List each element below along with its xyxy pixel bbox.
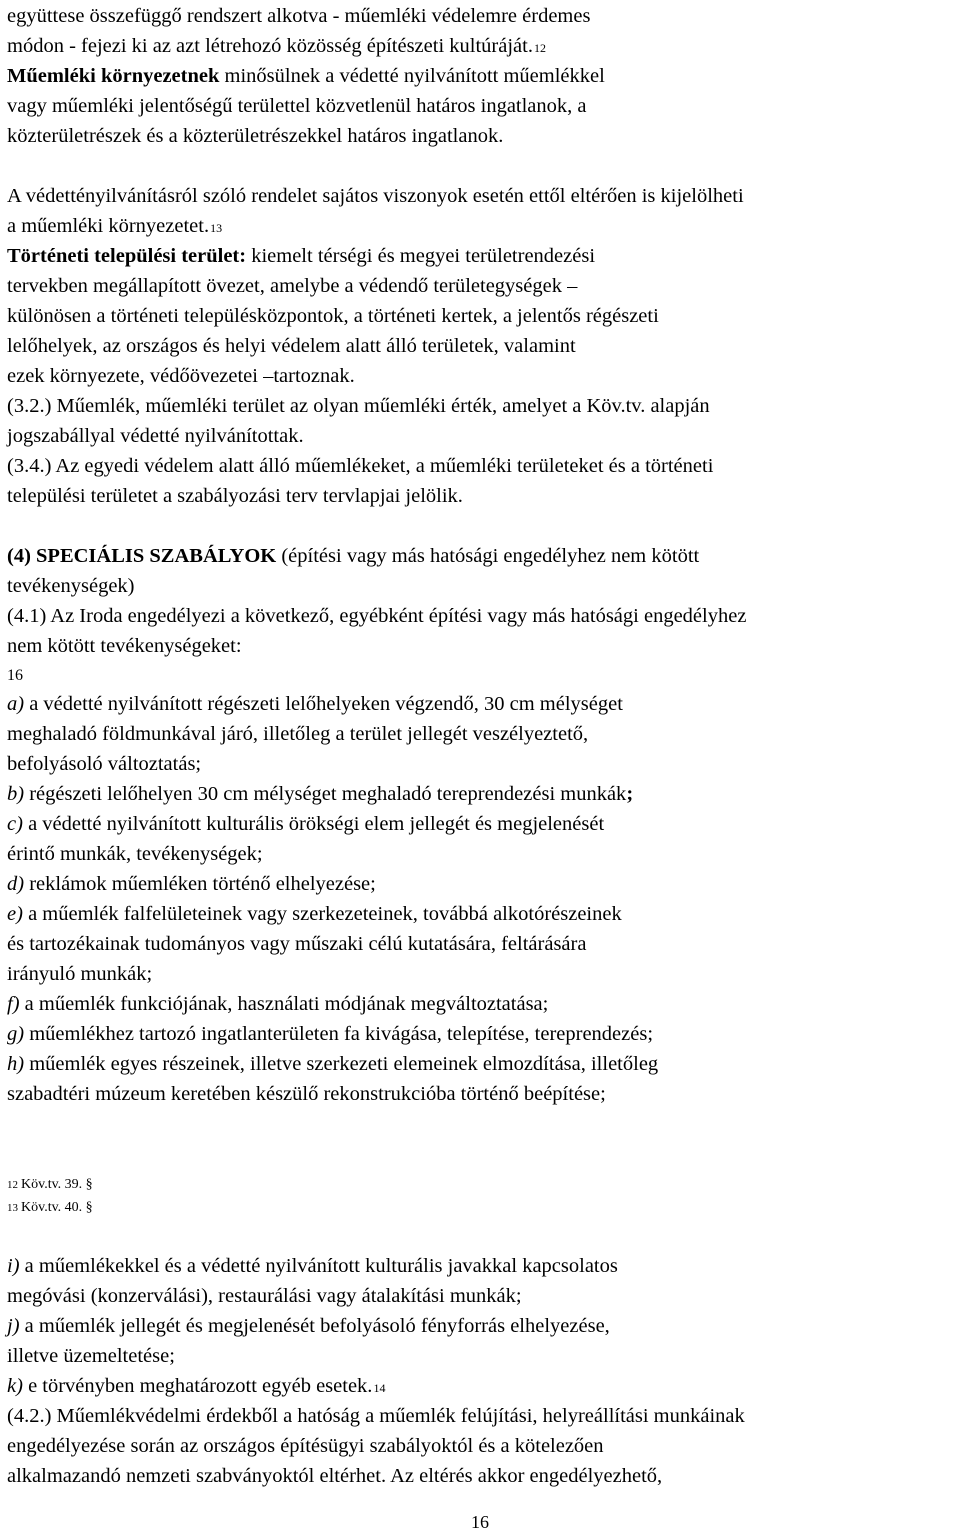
list-item: k) e törvényben meghatározott egyéb esetek.14 <box>7 1375 386 1397</box>
text-line: a műemléki környezetet.13 <box>7 215 223 237</box>
text-line: megóvási (konzerválási), restaurálási vagy átalakítási munkák; <box>7 1285 522 1307</box>
text-line: Történeti települési terület: kiemelt térségi és megyei területrendezési <box>7 245 596 267</box>
footnote: 13 Köv.tv. 40. § <box>7 1200 93 1215</box>
text-line: A védettényilvánításról szóló rendelet sajátos viszonyok esetén ettől eltérően is kijelölheti <box>7 185 744 207</box>
footnote-ref: 12 <box>533 41 546 55</box>
text-line: és tartozékainak tudományos vagy műszaki célú kutatására, feltárására <box>7 933 587 955</box>
list-item: h) műemlék egyes részeinek, illetve szerkezeti elemeinek elmozdítása, illetőleg <box>7 1053 659 1075</box>
text-line: meghaladó földmunkával járó, illetőleg a terület jellegét veszélyeztető, <box>7 723 589 745</box>
text-line: alkalmazandó nemzeti szabványoktól eltérhet. Az eltérés akkor engedélyezhető, <box>7 1465 663 1487</box>
list-item: c) a védetté nyilvánított kulturális örökségi elem jellegét és megjelenését <box>7 813 605 835</box>
text-line: irányuló munkák; <box>7 963 153 985</box>
list-item: i) a műemlékekkel és a védetté nyilvánított kulturális javakkal kapcsolatos <box>7 1255 618 1277</box>
text-line: jogszabállyal védetté nyilvánítottak. <box>7 425 304 447</box>
list-item: d) reklámok műemléken történő elhelyezése; <box>7 873 376 895</box>
section-heading: (4) SPECIÁLIS SZABÁLYOK (építési vagy más hatósági engedélyhez nem kötött <box>7 545 700 567</box>
text-line: befolyásoló változtatás; <box>7 753 202 775</box>
footnote-ref: 13 <box>210 221 223 235</box>
text-line: együttese összefüggő rendszert alkotva - műemléki védelemre érdemes <box>7 5 591 27</box>
text-line: (3.4.) Az egyedi védelem alatt álló műemlékeket, a műemléki területeket és a történeti <box>7 455 714 477</box>
list-item: j) a műemlék jellegét és megjelenését befolyásoló fényforrás elhelyezése, <box>7 1315 610 1337</box>
text-line: (4.2.) Műemlékvédelmi érdekből a hatóság a műemlék felújítási, helyreállítási munkáinak <box>7 1405 745 1427</box>
text-line: közterületrészek és a közterületrészekkel határos ingatlanok. <box>7 125 504 147</box>
list-item: a) a védetté nyilvánított régészeti lelőhelyeken végzendő, 30 cm mélységet <box>7 693 623 715</box>
footnote-ref: 14 <box>373 1381 386 1395</box>
text-line: tervekben megállapított övezet, amelybe a védendő területegységek – <box>7 275 578 297</box>
text-line: települési területet a szabályozási terv tervlapjai jelölik. <box>7 485 463 507</box>
text-line: lelőhelyek, az országos és helyi védelem alatt álló területek, valamint <box>7 335 576 357</box>
text-line: módon - fejezi ki az azt létrehozó közösség építészeti kultúráját.12 <box>7 35 546 57</box>
term-bold: Történeti települési terület: <box>7 245 247 267</box>
text-line: Műemléki környezetnek minősülnek a védetté nyilvánított műemlékkel <box>7 65 605 87</box>
list-item: g) műemlékhez tartozó ingatlanterületen fa kivágása, telepítése, tereprendezés; <box>7 1023 654 1045</box>
text-line: (3.2.) Műemlék, műemléki terület az olyan műemléki érték, amelyet a Köv.tv. alapján <box>7 395 710 417</box>
text-line: ezek környezete, védőövezetei –tartoznak. <box>7 365 355 387</box>
text-line: engedélyezése során az országos építésügyi szabályoktól és a kötelezően <box>7 1435 604 1457</box>
text-line: nem kötött tevékenységeket: <box>7 635 242 657</box>
page-number: 16 <box>471 1512 489 1532</box>
text-line: különösen a történeti településközpontok, a történeti kertek, a jelentős régészeti <box>7 305 659 327</box>
footnote: 12 Köv.tv. 39. § <box>7 1177 93 1192</box>
text-line: vagy műemléki jelentőségű területtel közvetlenül határos ingatlanok, a <box>7 95 587 117</box>
text-line: szabadtéri múzeum keretében készülő rekonstrukcióba történő beépítése; <box>7 1083 606 1105</box>
term-bold: Műemléki környezetnek <box>7 65 220 87</box>
text-line: tevékenységek) <box>7 575 135 597</box>
heading-bold: (4) SPECIÁLIS SZABÁLYOK <box>7 545 277 567</box>
text-line: érintő munkák, tevékenységek; <box>7 843 263 865</box>
text-line: (4.1) Az Iroda engedélyezi a következő, egyébként építési vagy más hatósági engedélyhez <box>7 605 747 627</box>
list-item: e) a műemlék falfelületeinek vagy szerkezeteinek, továbbá alkotórészeinek <box>7 903 622 925</box>
list-item: f) a műemlék funkciójának, használati módjának megváltoztatása; <box>7 993 549 1015</box>
list-item: b) régészeti lelőhelyen 30 cm mélységet meghaladó tereprendezési munkák; <box>7 783 634 805</box>
text-line: 16 <box>7 667 23 684</box>
text-line: illetve üzemeltetése; <box>7 1345 175 1367</box>
